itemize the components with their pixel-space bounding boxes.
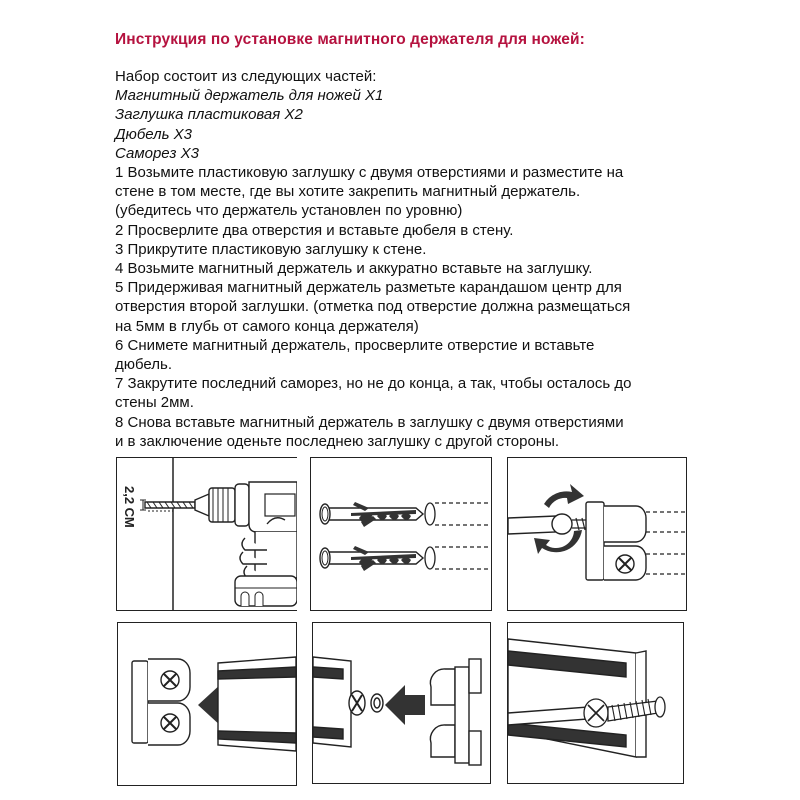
part-item: Заглушка пластиковая Х2 [115, 106, 303, 124]
dowel-icon [320, 502, 423, 527]
screwdriver-icon [508, 516, 556, 534]
step-line: 8 Снова вставьте магнитный держатель в заглушку с двумя отверстиями [115, 413, 624, 431]
step-line: на 5мм в глубь от самого конца держателя) [115, 317, 419, 335]
end-cap-icon [586, 502, 686, 580]
wall-hole [425, 547, 491, 569]
step-line: отверстия второй заглушки. (отметка под отверстие должна размещаться [115, 298, 631, 316]
screw-head [552, 514, 572, 534]
end-cap-icon [430, 659, 481, 765]
illustration-attach-holder [117, 622, 297, 786]
step-line: 6 Снимете магнитный держатель, просверлите отверстие и вставьте [115, 336, 595, 354]
illustration-screw-cap [507, 457, 687, 611]
drill-icon [145, 482, 297, 606]
step-line: 2 Просверлите два отверстия и вставьте дюбеля в стену. [115, 221, 514, 239]
part-item: Магнитный держатель для ножей Х1 [115, 87, 384, 105]
step-line: 5 Придерживая магнитный держатель разметьте карандашом центр для [115, 279, 622, 297]
step-line: стене в том месте, где вы хотите закрепить магнитный держатель. [115, 183, 581, 201]
illustration-final-screw [507, 622, 684, 784]
screw-head [349, 691, 383, 715]
parts-intro: Набор состоит из следующих частей: [115, 68, 377, 85]
illustration-drill-wall [116, 457, 297, 611]
illustration-dowels [310, 457, 492, 611]
screw-cap-illustration [508, 458, 686, 610]
drill-illustration [117, 458, 297, 610]
step-line: 4 Возьмите магнитный держатель и аккуратно вставьте на заглушку. [115, 260, 593, 278]
attach-holder-illustration [118, 623, 296, 785]
knife-holder-rail [313, 657, 351, 747]
step-line: дюбель. [115, 356, 173, 374]
knife-holder-rail [218, 657, 296, 751]
final-screw-illustration [508, 623, 683, 783]
step-line: 3 Прикрутите пластиковую заглушку к стене. [115, 240, 427, 258]
part-item: Саморез Х3 [115, 144, 199, 162]
dowel-icon [320, 546, 423, 571]
wall-hole [425, 503, 491, 525]
step-line: стены 2мм. [115, 394, 194, 412]
part-item: Дюбель Х3 [115, 125, 192, 143]
step-line: 1 Возьмите пластиковую заглушку с двумя отверстиями и разместите на [115, 164, 624, 182]
arrow-left-icon [385, 685, 425, 725]
knife-holder-rail [508, 639, 646, 757]
step-line: (убедитесь что держатель установлен по уровню) [115, 202, 463, 220]
illustration-second-cap [312, 622, 491, 784]
second-cap-illustration [313, 623, 490, 783]
step-line: и в заключение оденьте последнею заглушку с другой стороны. [115, 432, 560, 450]
step-line: 7 Закрутите последний саморез, но не до конца, а так, чтобы осталось до [115, 375, 632, 393]
instructions-body [115, 67, 715, 451]
page-title: Инструкция по установке магнитного держателя для ножей: [115, 31, 585, 48]
drill-depth-label: 2,2 СМ [122, 486, 137, 528]
dowels-illustration [311, 458, 491, 610]
end-cap-icon [132, 659, 190, 745]
